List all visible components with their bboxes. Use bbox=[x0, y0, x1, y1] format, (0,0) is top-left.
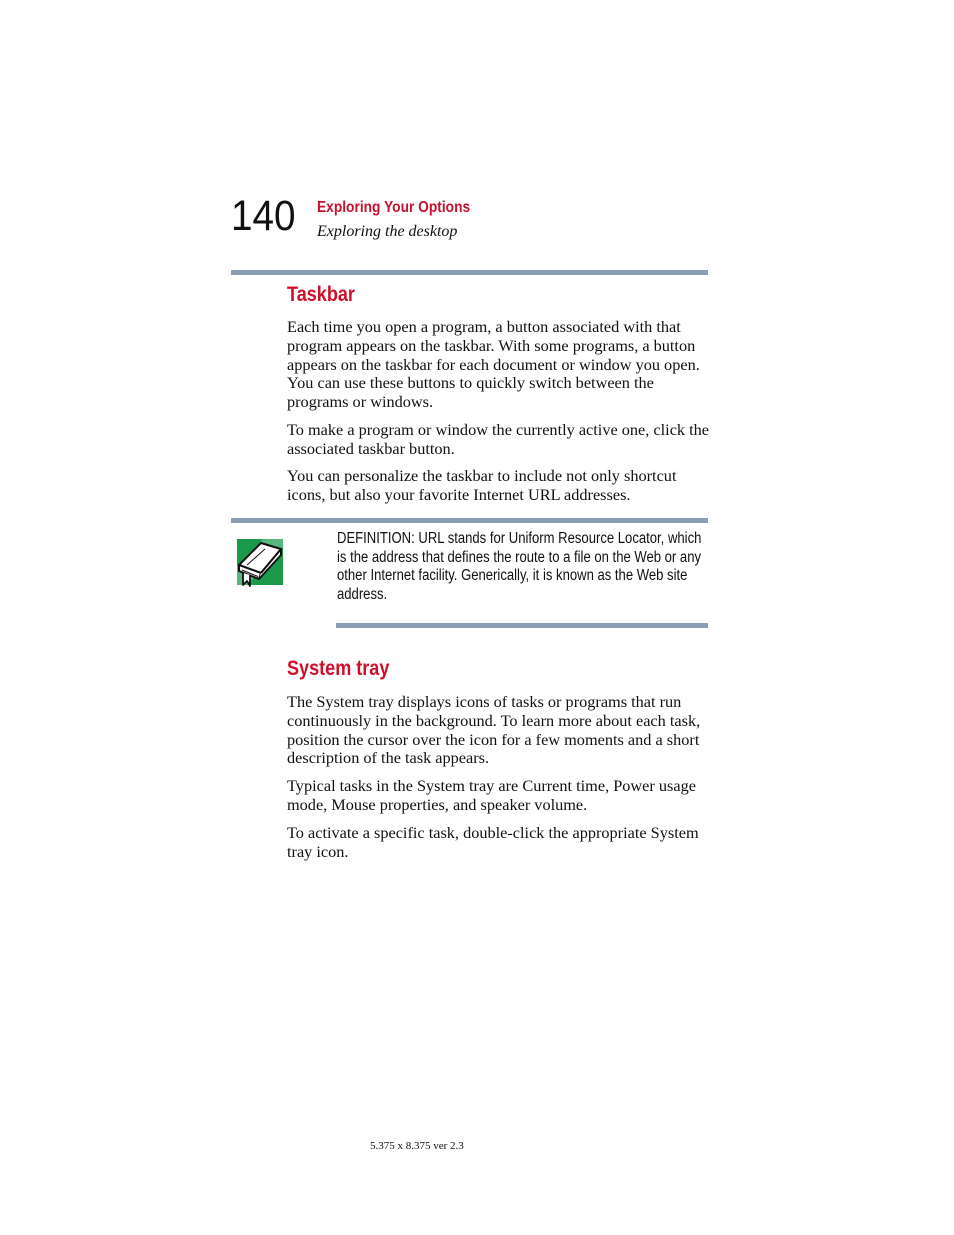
system-tray-paragraph: The System tray displays icons of tasks or programs that run continuously in the background. To learn more about each task, position the cursor over the icon for a few moments and a short description of the task appears. bbox=[287, 692, 701, 768]
system-tray-paragraph: Typical tasks in the System tray are Current time, Power usage mode, Mouse properties, and speaker volume. bbox=[287, 776, 696, 814]
page-number: 140 bbox=[231, 192, 296, 240]
definition-top-rule bbox=[231, 518, 708, 523]
footer-version: 5.375 x 8.375 ver 2.3 bbox=[370, 1140, 464, 1152]
section-divider bbox=[231, 270, 708, 275]
definition-bottom-rule bbox=[336, 623, 708, 628]
taskbar-paragraph: You can personalize the taskbar to include not only shortcut icons, but also your favorite Internet URL addresses. bbox=[287, 466, 677, 504]
chapter-title: Exploring Your Options bbox=[317, 199, 471, 216]
definition-book-icon bbox=[235, 537, 285, 589]
taskbar-paragraph: Each time you open a program, a button associated with that program appears on the taskbar. With some programs, a button appears on the taskbar for each document or window you open. You can use these buttons to quickly switch between the programs or windows. bbox=[287, 317, 700, 412]
section-title: Exploring the desktop bbox=[317, 223, 458, 240]
system-tray-paragraph: To activate a specific task, double-click the appropriate System tray icon. bbox=[287, 823, 699, 861]
taskbar-paragraph: To make a program or window the currently active one, click the associated taskbar button. bbox=[287, 420, 710, 458]
system-tray-heading: System tray bbox=[287, 657, 390, 680]
taskbar-heading: Taskbar bbox=[287, 283, 355, 306]
definition-text: DEFINITION: URL stands for Uniform Resource Locator, which is the address that defines the route to a file on the Web or any other Internet facility. Generically, it is known as the Web site address. bbox=[337, 530, 702, 603]
